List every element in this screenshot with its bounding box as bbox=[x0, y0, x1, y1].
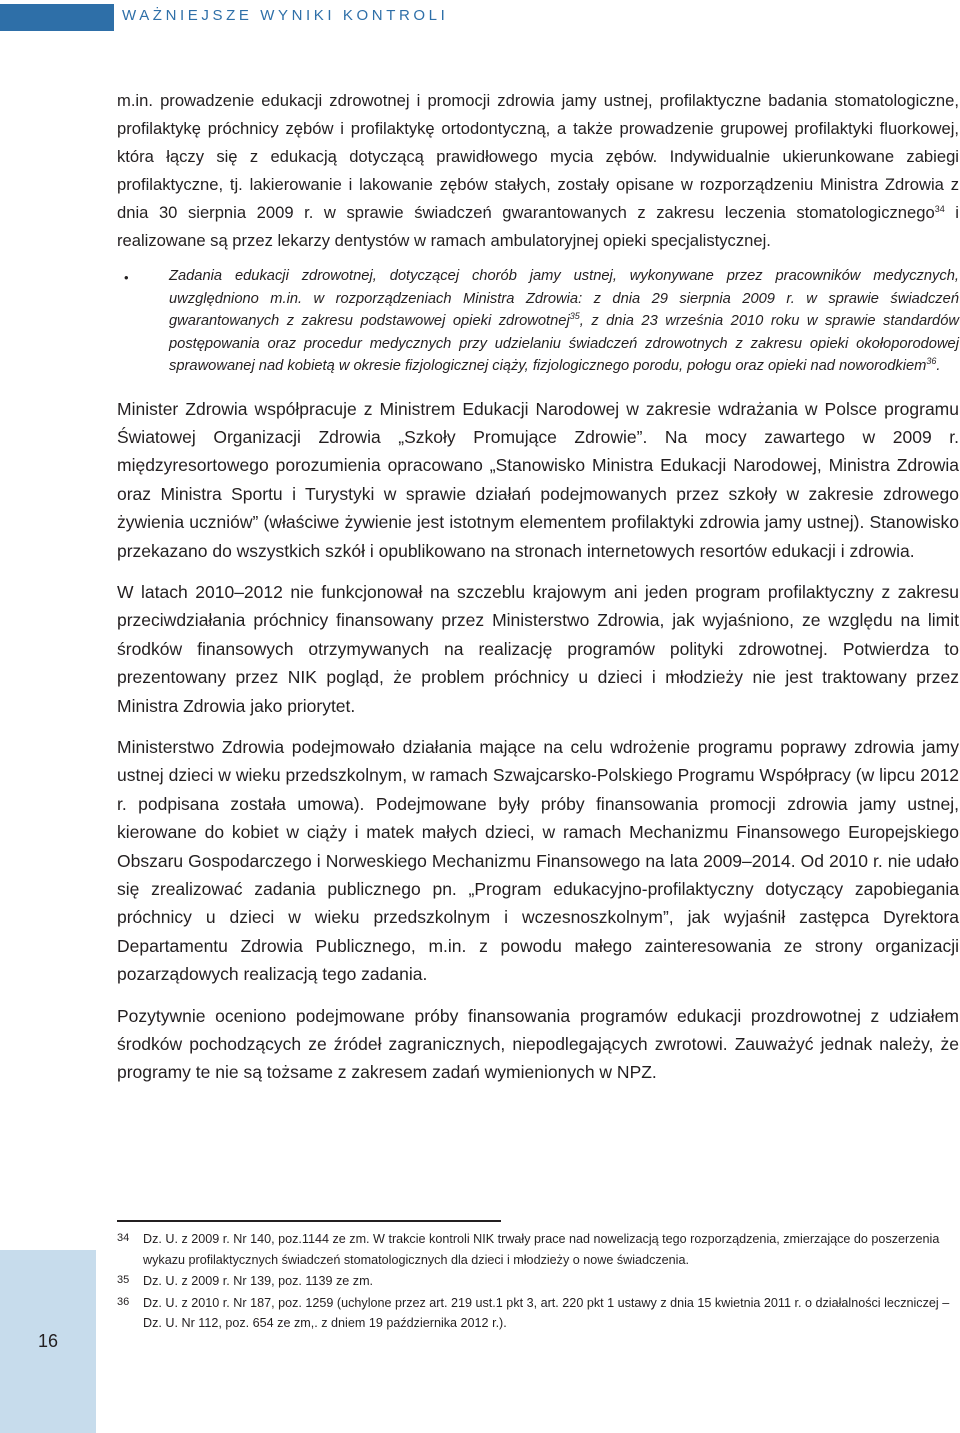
page-number: 16 bbox=[37, 1331, 59, 1351]
intro-text: m.in. prowadzenie edukacji zdrowotnej i promocji zdrowia jamy ustnej, profilaktyczne badania stomatologiczne, profilaktykę próchnicy zębów i profilaktykę ortodontyczną, a także prowadzenie grupowej profilaktyki fluorkowej, która łączy się z edukacją dotyczącą prawidłowego mycia zębów. Indywidualnie ukierunkowane zabiegi profilaktyczne, tj. lakierowanie i lakowanie zębów stałych, zostały opisane w rozporządzeniu Ministra Zdrowia z dnia 30 sierpnia 2009 r. w sprawie świadczeń gwarantowanych z zakresu leczenia stomatologicznego bbox=[117, 91, 959, 222]
paragraph-positive-assessment: Pozytywnie oceniono podejmowane próby finansowania programów edukacji prozdrowotnej z udziałem środków pochodzących ze źródeł zagranicznych, niepodlegających zwrotowi. Zauważyć jednak należy, że programy te nie są tożsame z zakresem zadań wymienionych w NPZ. bbox=[117, 1005, 959, 1083]
footnotes bbox=[117, 1229, 959, 1335]
footnote-34 bbox=[117, 1229, 959, 1270]
header-color-block bbox=[0, 4, 114, 31]
bullet-item bbox=[124, 265, 959, 378]
footnote-ref-34[interactable]: 34 bbox=[934, 204, 945, 214]
footnote-divider bbox=[117, 1220, 501, 1222]
intro-text-after: i realizowane są przez lekarzy dentystów w ramach ambulatoryjnej opieki specjalistycznej. bbox=[117, 203, 959, 250]
footnote-35 bbox=[117, 1271, 959, 1292]
bullet-dot-icon: • bbox=[124, 270, 129, 285]
bullet-text-part2: , z dnia 23 września 2010 roku w sprawie standardów postępowania oraz procedur medycznych przy udzielaniu świadczeń zdrowotnych z zakresu opieki okołoporodowej sprawowanej nad kobietą w okresie fizjologicznej ciąży, fizjologicznego porodu, połogu oraz opieki nad noworodkiem bbox=[169, 313, 959, 374]
bullet-text-part1: Zadania edukacji zdrowotnej, dotyczącej chorób jamy ustnej, wykonywane przez pracowników medycznych, uwzględniono m.in. w rozporządzeniach Ministra Zdrowia: z dnia 29 sierpnia 2009 r. w sprawie świadczeń gwarantowanych z zakresu podstawowej opieki zdrowotnej bbox=[169, 268, 959, 329]
footnote-text: Dz. U. z 2009 r. Nr 140, poz.1144 ze zm. W trakcie kontroli NIK trwały prace nad nowelizacją tego rozporządzenia, zmierzające do poszerzenia wykazu profilaktycznych świadczeń stomatologicznych dla dzieci i młodzieży o nowe świadczenia. bbox=[143, 1232, 940, 1267]
footnote-ref-35[interactable]: 35 bbox=[569, 311, 580, 321]
paragraph-no-program: W latach 2010‒2012 nie funkcjonował na szczeblu krajowym ani jeden program profilaktyczny z zakresu przeciwdziałania próchnicy finansowany przez Ministerstwo Zdrowia, jak wyjaśniono, ze względu na limit środków finansowych otrzymywanych na realizację programów polityki zdrowotnej. Potwierdza to prezentowany przez NIK pogląd, że problem próchnicy u dzieci i młodzieży nie jest traktowany przez Ministra Zdrowia jako priorytet. bbox=[117, 581, 959, 716]
page-header bbox=[0, 0, 960, 34]
bullet-list bbox=[117, 265, 959, 378]
footnote-number: 35 bbox=[117, 1274, 130, 1286]
footnote-text: Dz. U. z 2009 r. Nr 139, poz. 1139 ze zm. bbox=[143, 1274, 374, 1288]
intro-paragraph bbox=[117, 87, 959, 255]
footnote-number: 36 bbox=[117, 1295, 130, 1308]
footnote-36 bbox=[117, 1293, 959, 1334]
footnote-ref-36[interactable]: 36 bbox=[926, 356, 937, 366]
header-title: WAŻNIEJSZE WYNIKI KONTROLI bbox=[122, 7, 449, 24]
main-content bbox=[117, 87, 959, 1087]
paragraph-who-program: Minister Zdrowia współpracuje z Ministrem Edukacji Narodowej w zakresie wdrażania w Polsce programu Światowej Organizacji Zdrowia „Szkoły Promujące Zdrowie”. Na mocy zawartego w 2009 r. międzyresortowego porozumienia opracowano „Stanowisko Ministra Edukacji Narodowej, Ministra Zdrowia oraz Ministra Sportu i Turystyki w sprawie działań podejmowanych przez szkoły w zakresie zdrowego żywienia uczniów” (właściwe żywienie jest istotnym elementem profilaktyki zdrowia jamy ustnej). Stanowisko przekazano do wszystkich szkół i opublikowano na stronach internetowych resortów edukacji i zdrowia. bbox=[117, 398, 959, 561]
bullet-text-part3: . bbox=[936, 358, 941, 374]
footnote-number: 34 bbox=[117, 1232, 130, 1244]
paragraph-ministry-actions: Ministerstwo Zdrowia podejmowało działania mające na celu wdrożenie programu poprawy zdrowia jamy ustnej dzieci w wieku przedszkolnym, w ramach Szwajcarsko-Polskiego Programu Współpracy (w lipcu 2012 r. podpisana została umowa). Podejmowane były próby finansowania promocji zdrowia jamy ustnej, kierowane do kobiet w ciąży i matek małych dzieci, w ramach Mechanizmu Finansowego Europejskiego Obszaru Gospodarczego i Norweskiego Mechanizmu Finansowego na lata 2009‒2014. Od 2010 r. nie udało się zrealizować zadania publicznego pn. „Program edukacyjno-profilaktyczny dotyczący zapobiegania próchnicy u dzieci w wieku przedszkolnym i wczesnoszkolnym”, jak wyjaśnił zastępca Dyrektora Departamentu Zdrowia Publicznego, m.in. z powodu małego zainteresowania ze strony organizacji pozarządowych realizacją tego zadania. bbox=[117, 736, 959, 985]
footnote-text: Dz. U. z 2010 r. Nr 187, poz. 1259 (uchylone przez art. 219 ust.1 pkt 3, art. 220 pkt 1 ustawy z dnia 15 kwietnia 2011 r. o działalności leczniczej ‒ Dz. U. Nr 112, poz. 654 ze zm,. z dniem 19 października 2012 r.). bbox=[143, 1295, 950, 1330]
